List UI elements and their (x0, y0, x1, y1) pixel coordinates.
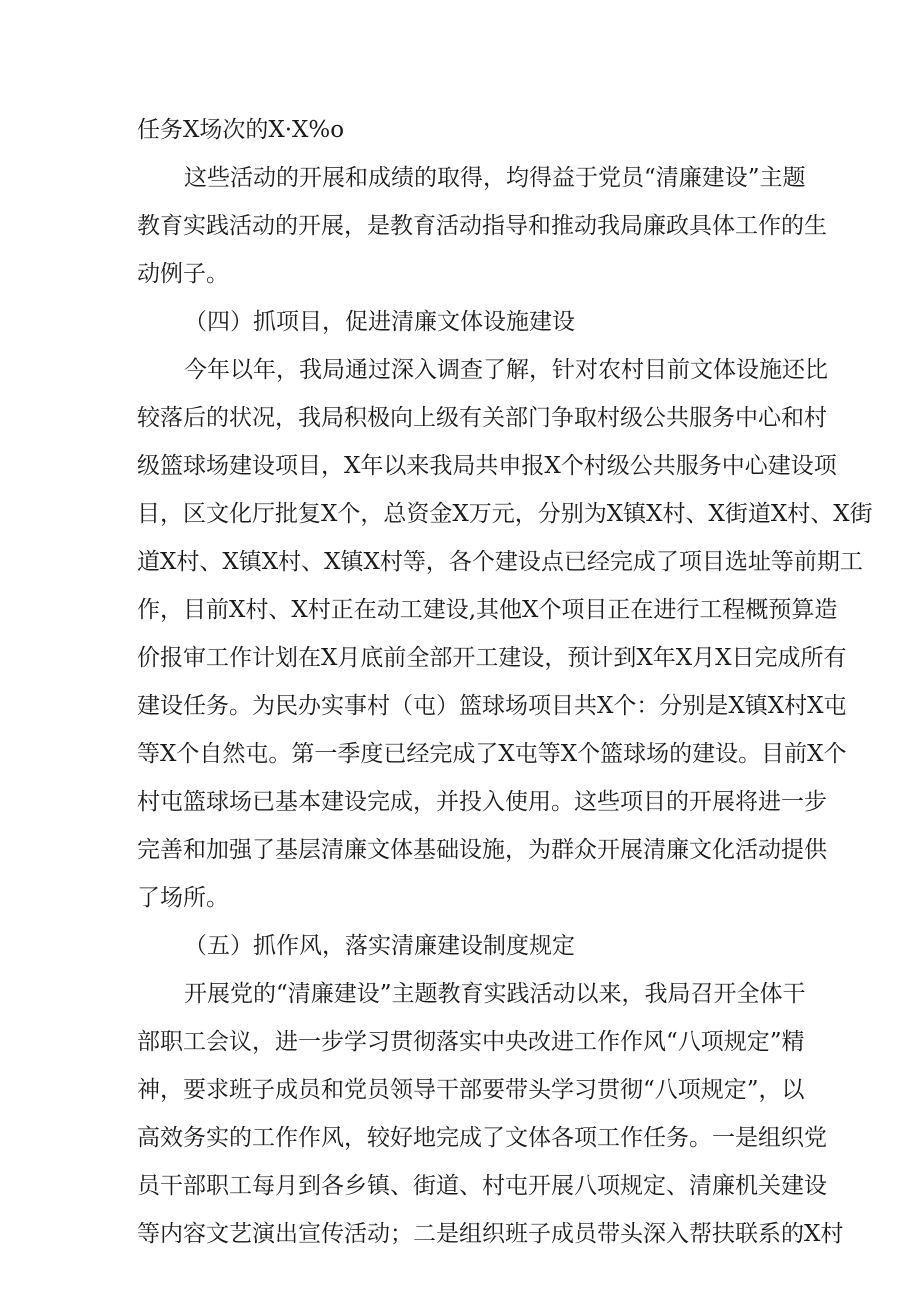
paragraph-line: 开展党的“清廉建设”主题教育实践活动以来，我局召开全体干 (184, 981, 806, 1007)
paragraph-line: 任务X场次的X·X%o (137, 117, 345, 143)
paragraph-line: 等X个自然屯。第一季度已经完成了X屯等X个篮球场的建设。目前X个 (137, 741, 847, 767)
paragraph-line: 建设任务。为民办实事村（屯）篮球场项目共X个：分别是X镇X村X屯 (137, 693, 847, 719)
paragraph-line: 等内容文艺演出宣传活动；二是组织班子成员带头深入帮扶联系的X村 (137, 1221, 844, 1247)
paragraph-line: 员干部职工每月到各乡镇、街道、村屯开展八项规定、清廉机关建设 (137, 1173, 827, 1199)
paragraph-line: 级篮球场建设项目，X年以来我局共申报X个村级公共服务中心建设项 (137, 453, 837, 479)
paragraph-line: 教育实践活动的开展，是教育活动指导和推动我局廉政具体工作的生 (137, 213, 827, 239)
paragraph-line: 目，区文化厅批复X个，总资金X万元，分别为X镇X村、X街道X村、X街 (137, 501, 873, 527)
paragraph-line: 完善和加强了基层清廉文体基础设施，为群众开展清廉文化活动提供 (137, 837, 827, 863)
paragraph-line: 动例子。 (137, 261, 229, 287)
paragraph-line: 今年以年，我局通过深入调查了解，针对农村目前文体设施还比 (184, 357, 828, 383)
paragraph-line: 较落后的状况，我局积极向上级有关部门争取村级公共服务中心和村 (137, 405, 827, 431)
paragraph-line: 了场所。 (137, 885, 229, 911)
paragraph-line: 神，要求班子成员和党员领导干部要带头学习贯彻“八项规定”，以 (137, 1077, 805, 1103)
paragraph-line: 高效务实的工作作风，较好地完成了文体各项工作任务。一是组织党 (137, 1125, 827, 1151)
paragraph-line: 价报审工作计划在X月底前全部开工建设，预计到X年X月X日完成所有 (137, 645, 847, 671)
section-heading: （四）抓项目，促进清廉文体设施建设 (184, 309, 575, 335)
paragraph-line: 作，目前X村、X村正在动工建设,其他X个项目正在进行工程概预算造 (137, 597, 838, 623)
paragraph-line: 村屯篮球场已基本建设完成，并投入使用。这些项目的开展将进一步 (137, 789, 827, 815)
paragraph-line: 部职工会议，进一步学习贯彻落实中央改进工作作风“八项规定”精 (137, 1029, 805, 1055)
section-heading: （五）抓作风，落实清廉建设制度规定 (184, 933, 575, 959)
paragraph-line: 这些活动的开展和成绩的取得，均得益于党员“清廉建设”主题 (184, 165, 806, 191)
paragraph-line: 道X村、X镇X村、X镇X村等，各个建设点已经完成了项目选址等前期工 (137, 549, 863, 575)
